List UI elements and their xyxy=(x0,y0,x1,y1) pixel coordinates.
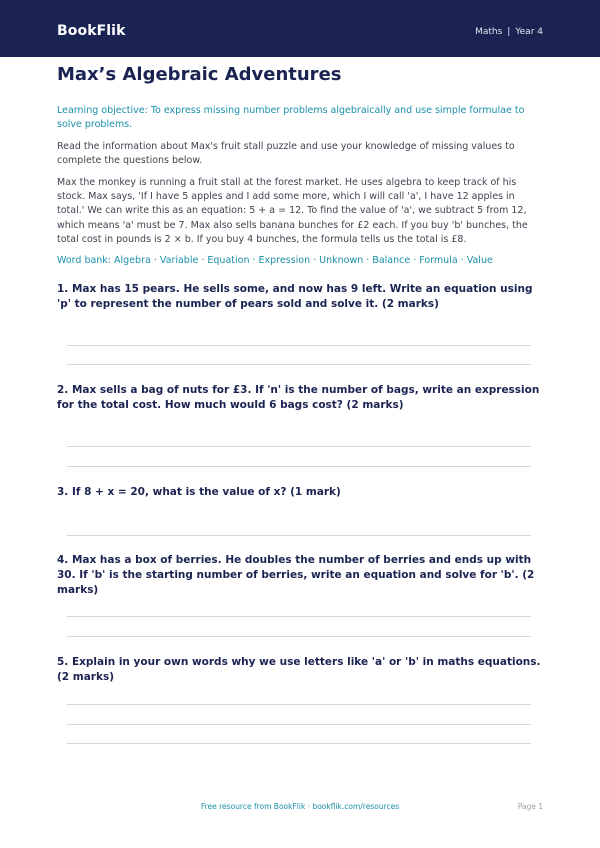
worksheet-title: Max’s Algebraic Adventures xyxy=(57,64,342,85)
page-header xyxy=(0,0,600,57)
answer-line[interactable] xyxy=(67,466,531,467)
story-paragraph: Max the monkey is running a fruit stall at the forest market. He uses algebra to keep track of his stock. Max says, 'If I have 5 apples and I add some more, which I will call 'a', I have 12 apples in total.' We can write this as an equation: 5 + a = 12. To find the value of 'a', we subtract 5 from 12, which means 'a' must be 7. Max also sells banana bunches for £2 each. If you buy 'b' bunches, the total cost in pounds is 2 × b. If you buy 4 bunches, the formula tells us the total is £8. xyxy=(57,177,528,245)
footer-resource-link[interactable]: Free resource from BookFlik · bookflik.com/resources xyxy=(200,802,400,811)
question-4: 4. Max has a box of berries. He doubles the number of berries and ends up with 30. If 'b' is the starting number of berries, write an equation and solve for 'b'. (2 marks) xyxy=(57,554,535,596)
question-1: 1. Max has 15 pears. He sells some, and now has 9 left. Write an equation using 'p' to represent the number of pears sold and solve it. (2 marks) xyxy=(57,283,533,310)
subject-label: Maths xyxy=(475,27,503,37)
answer-line[interactable] xyxy=(67,724,531,725)
brand-logo[interactable]: BookFlik xyxy=(57,23,126,39)
question-5: 5. Explain in your own words why we use letters like 'a' or 'b' in maths equations. (2 marks) xyxy=(57,656,541,683)
instructions: Read the information about Max's fruit stall puzzle and use your knowledge of missing values to complete the questions below. xyxy=(57,141,515,166)
answer-line[interactable] xyxy=(67,636,531,637)
answer-line[interactable] xyxy=(67,345,531,346)
header-meta xyxy=(475,27,543,37)
question-2: 2. Max sells a bag of nuts for £3. If 'n' is the number of bags, write an expression for the total cost. How much would 6 bags cost? (2 marks) xyxy=(57,384,540,411)
answer-line[interactable] xyxy=(67,364,531,365)
learning-objective: Learning objective: To express missing number problems algebraically and use simple formulae to solve problems. xyxy=(57,105,525,130)
answer-line[interactable] xyxy=(67,535,531,536)
answer-line[interactable] xyxy=(67,616,531,617)
year-label: Year 4 xyxy=(515,27,543,37)
answer-line[interactable] xyxy=(67,446,531,447)
word-bank: Word bank: Algebra · Variable · Equation · Expression · Unknown · Balance · Formula · Value xyxy=(57,255,493,267)
answer-line[interactable] xyxy=(67,743,531,744)
question-3: 3. If 8 + x = 20, what is the value of x? (1 mark) xyxy=(57,486,341,498)
answer-line[interactable] xyxy=(67,704,531,705)
worksheet-intro xyxy=(57,64,544,266)
page-number: Page 1 xyxy=(517,802,543,811)
meta-separator: | xyxy=(507,27,511,37)
